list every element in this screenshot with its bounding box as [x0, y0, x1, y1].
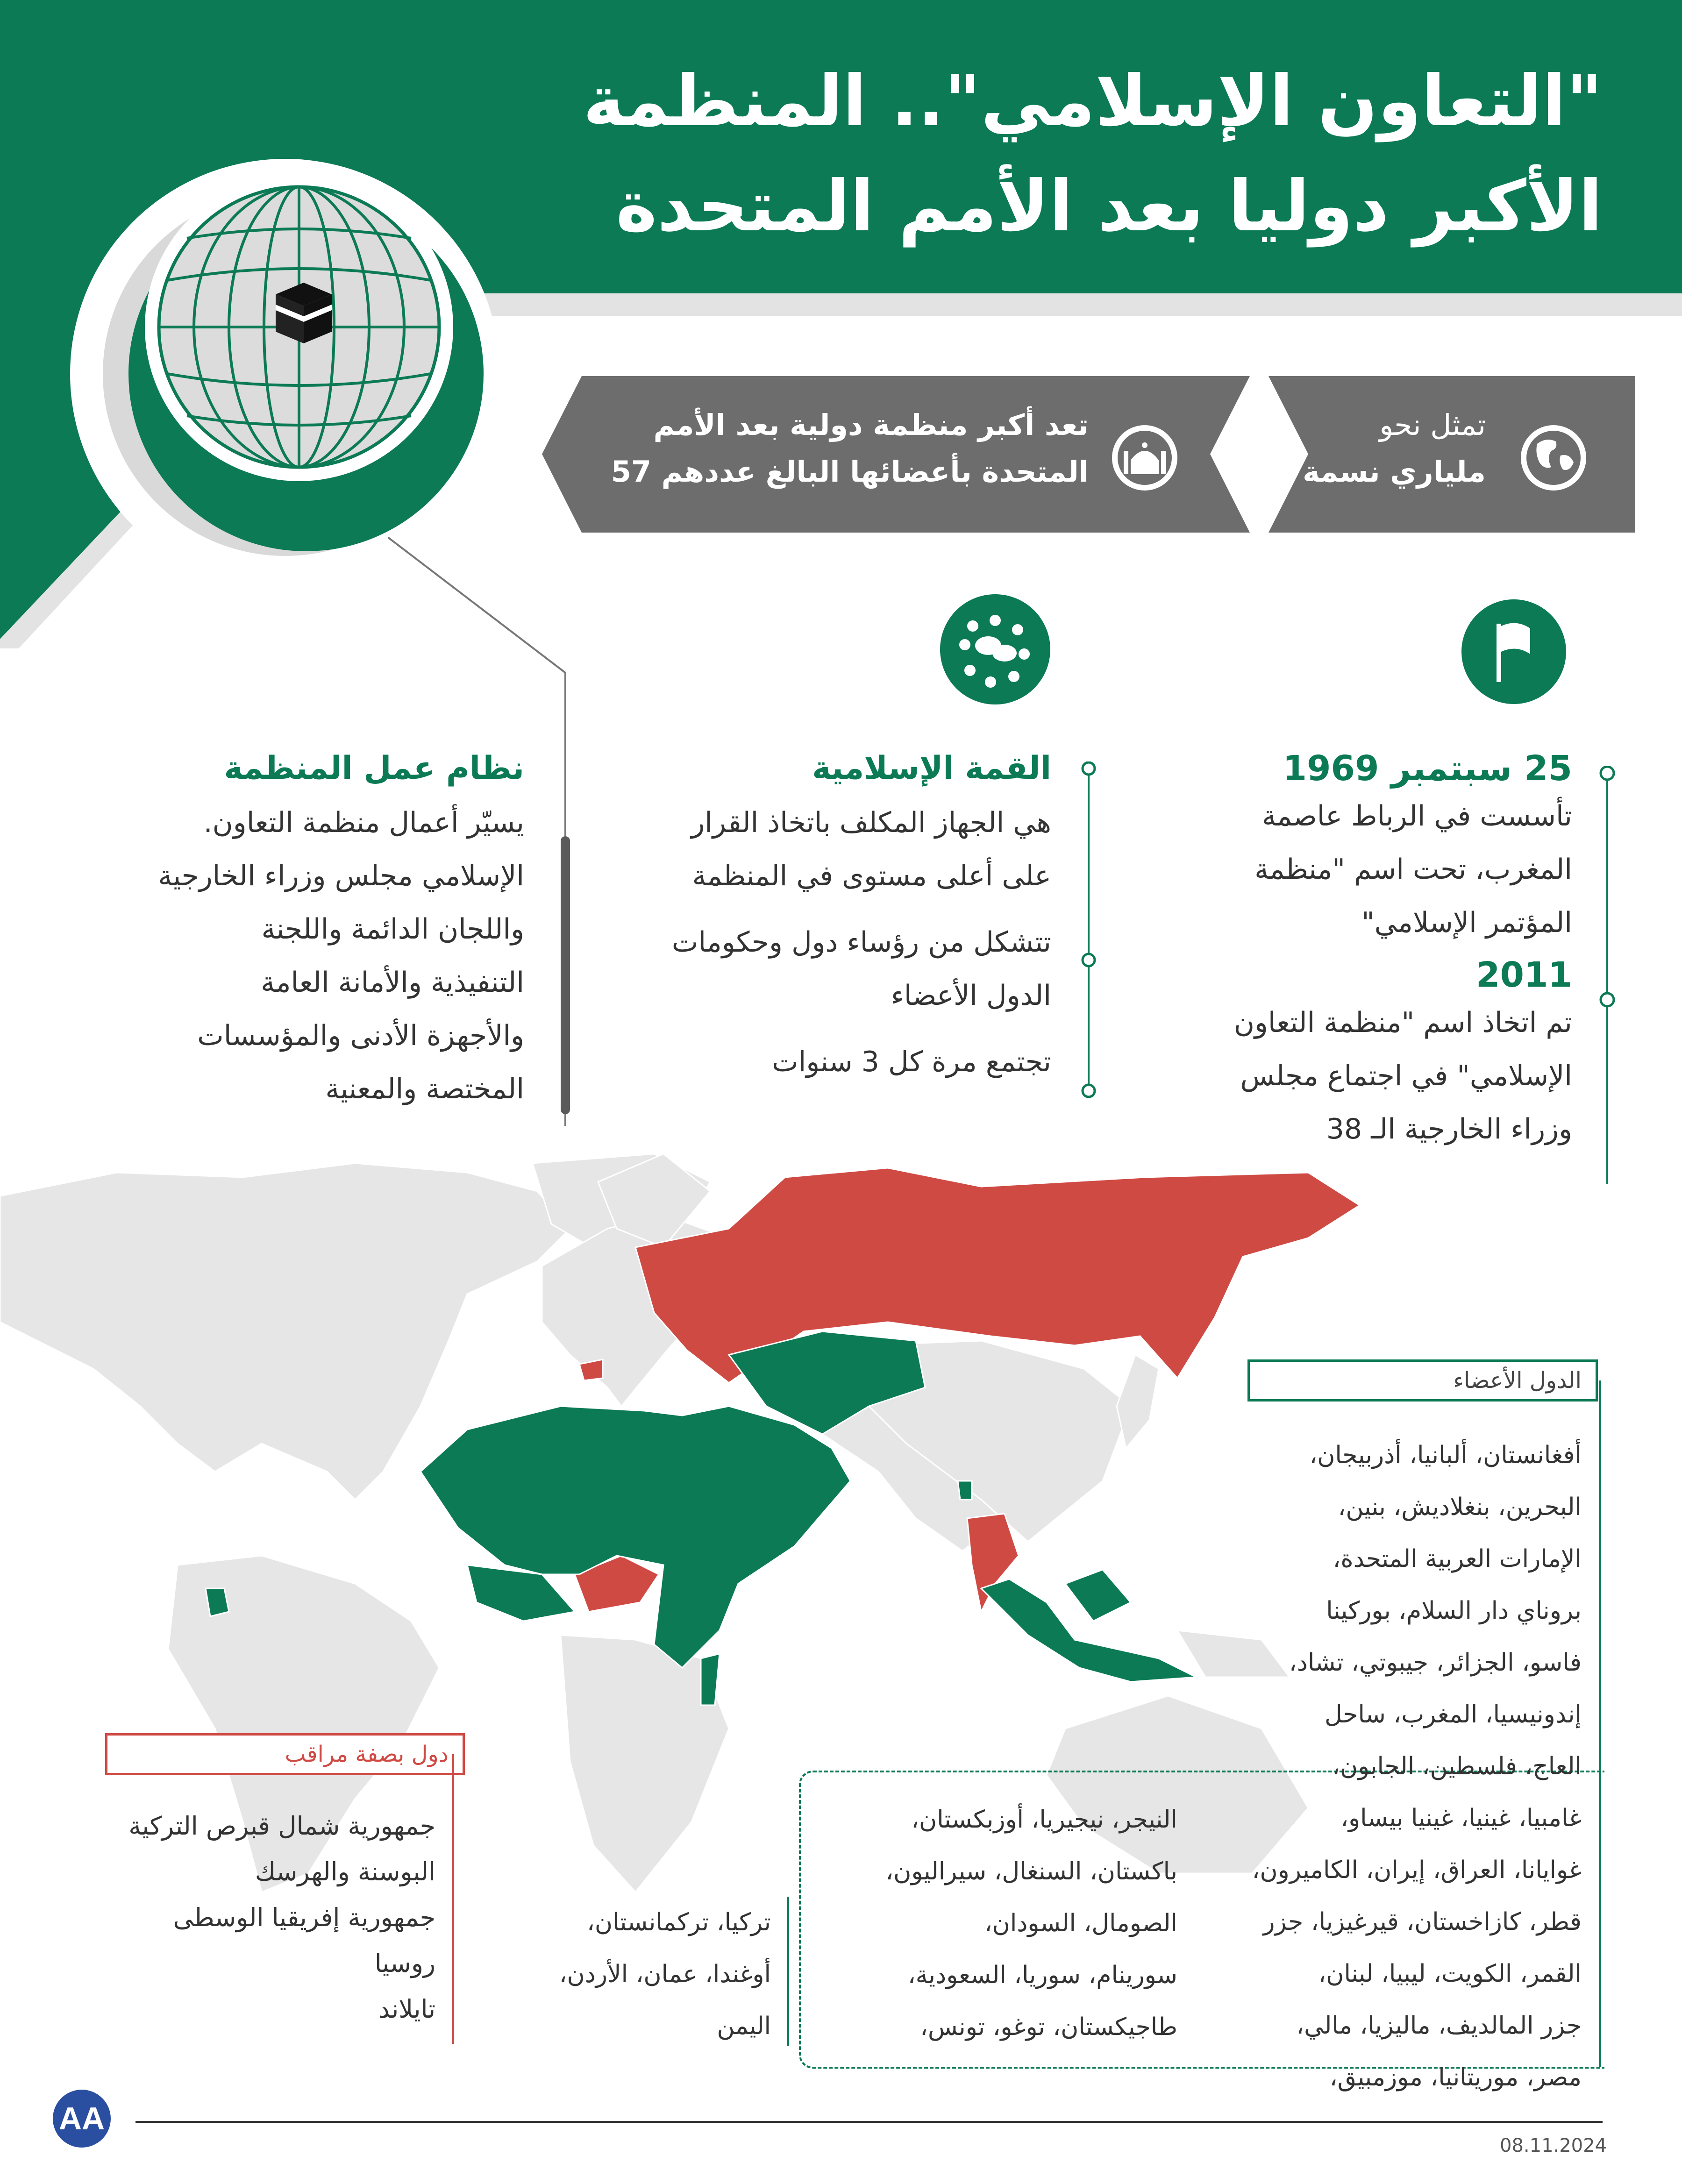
timeline-line-right — [1598, 766, 1617, 1187]
map-suriname — [206, 1588, 229, 1616]
founded-line-2: المغرب، تحت اسم "منظمة — [1254, 853, 1572, 886]
members-col-divider — [787, 1897, 789, 2046]
header-underline — [327, 293, 1682, 316]
founded-line-1: تأسست في الرباط عاصمة — [1262, 800, 1572, 832]
map-north-africa-mideast — [420, 1406, 850, 1668]
member-line: إندونيسيا، المغرب، ساحل — [1324, 1700, 1582, 1729]
member-line: أوغندا، عمان، الأردن، — [559, 1960, 771, 1988]
observers-bracket — [452, 1754, 454, 2044]
flag-icon — [1460, 598, 1568, 705]
footer-date: 08.11.2024 — [1500, 2135, 1607, 2156]
members-col-2 — [850, 1794, 1177, 2053]
system-line-4: التنفيذية والأمانة العامة — [261, 966, 524, 999]
banner-ranking-line2: المتحدة بأعضائها البالغ عددهم 57 — [611, 455, 1089, 489]
observer-item: روسيا — [374, 1949, 435, 1978]
member-line: فاسو، الجزائر، جيبوتي، تشاد، — [1289, 1649, 1582, 1677]
renamed-line-2: الإسلامي" في اجتماع مجلس — [1240, 1060, 1572, 1092]
member-line: أفغانستان، ألبانيا، أذربيجان، — [1309, 1441, 1582, 1469]
world-globe-icon — [1518, 423, 1589, 493]
aa-logo-text: AA — [58, 2101, 105, 2136]
history-block — [1105, 747, 1572, 1156]
page-title-line1: "التعاون الإسلامي".. المنظمة — [583, 61, 1603, 142]
renamed-line-1: تم اتخاذ اسم "منظمة التعاون — [1233, 1006, 1572, 1039]
member-line: سورينام، سوريا، السعودية، — [907, 1961, 1177, 1989]
system-line-6: المختصة والمعنية — [325, 1073, 524, 1105]
member-line: بروناي دار السلام، بوركينا — [1326, 1597, 1582, 1625]
banner-ranking — [575, 402, 1089, 495]
map-bangladesh — [958, 1481, 972, 1500]
aa-logo — [49, 2088, 114, 2149]
founded-date: 25 سبتمبر 1969 — [1283, 748, 1572, 789]
member-line: مصر، موريتانيا، موزمبيق، — [1329, 2063, 1582, 2092]
members-col-3 — [491, 1897, 771, 2052]
mosque-icon — [1110, 423, 1180, 493]
summit-frequency: تجتمع مرة كل 3 سنوات — [772, 1046, 1051, 1078]
system-line-1: يسيّر أعمال منظمة التعاون. — [203, 806, 524, 839]
member-line: قطر، كازاخستان، قيرغيزيا، جزر — [1263, 1908, 1582, 1936]
member-line: النيجر، نيجيريا، أوزبكستان، — [911, 1806, 1177, 1834]
member-line: غوايانا، العراق، إيران، الكاميرون، — [1252, 1856, 1582, 1884]
system-line-5: والأجهزة الأدنى والمؤسسات — [197, 1019, 524, 1052]
member-line: جزر المالديف، ماليزيا، مالي، — [1296, 2012, 1582, 2040]
observers-list — [38, 1803, 435, 2032]
summit-block — [584, 747, 1051, 1088]
summit-title: القمة الإسلامية — [812, 750, 1051, 787]
timeline-line-middle — [1079, 761, 1098, 1103]
footer-rule — [135, 2121, 1603, 2123]
system-block — [104, 747, 524, 1116]
summit-members-line-2: الدول الأعضاء — [891, 979, 1051, 1012]
summit-members-line-1: تتشكل من رؤساء دول وحكومات — [671, 926, 1051, 959]
system-title: نظام عمل المنظمة — [224, 750, 524, 787]
members-label: الدول الأعضاء — [1247, 1359, 1598, 1401]
oic-logo — [70, 159, 500, 589]
renamed-line-3: وزراء الخارجية الـ 38 — [1326, 1113, 1572, 1145]
member-line: العاج، فلسطين، الجابون، — [1332, 1752, 1582, 1780]
summit-desc-line-1: هي الجهاز المكلف باتخاذ القرار — [691, 806, 1051, 839]
banner-population — [1205, 402, 1486, 495]
member-line: باكستان، السنغال، سيراليون، — [885, 1857, 1177, 1885]
banner-population-line1: تمثل نحو — [1379, 408, 1486, 442]
observer-item: تايلاند — [378, 1994, 435, 2024]
meeting-icon — [939, 593, 1051, 705]
page-title-line2: الأكبر دوليا بعد الأمم المتحدة — [616, 166, 1603, 247]
founded-line-3: المؤتمر الإسلامي" — [1361, 906, 1572, 939]
system-line-2: الإسلامي مجلس وزراء الخارجية — [158, 860, 524, 892]
observer-item: جمهورية شمال قبرص التركية — [128, 1811, 435, 1841]
banner-population-line2: ملياري نسمة — [1303, 455, 1486, 489]
page-title — [528, 49, 1603, 259]
member-line: غامبيا، غينيا، غينيا بيساو، — [1340, 1804, 1582, 1832]
renamed-year: 2011 — [1476, 955, 1572, 995]
member-line: تركيا، تركمانستان، — [587, 1908, 771, 1936]
map-malaysia — [1065, 1570, 1131, 1621]
banner-ranking-line1: تعد أكبر منظمة دولية بعد الأمم — [653, 408, 1089, 442]
member-line: القمر، الكويت، ليبيا، لبنان، — [1318, 1960, 1582, 1988]
members-col-1 — [1152, 1430, 1582, 2104]
summit-desc-line-2: على أعلى مستوى في المنظمة — [692, 860, 1051, 892]
member-line: الصومال، السودان، — [984, 1909, 1177, 1937]
system-line-3: واللجان الدائمة واللجنة — [261, 913, 524, 946]
kaaba-icon — [276, 283, 332, 343]
member-line: البحرين، بنغلاديش، بنين، — [1338, 1493, 1582, 1521]
member-line: طاجيكستان، توغو، تونس، — [920, 2013, 1177, 2041]
observers-label: دول بصفة مراقب — [105, 1733, 465, 1775]
member-line: الإمارات العربية المتحدة، — [1333, 1545, 1582, 1573]
member-line: اليمن — [717, 2012, 771, 2040]
observer-item: جمهورية إفريقيا الوسطى — [173, 1903, 435, 1932]
observer-item: البوسنة والهرسك — [255, 1857, 435, 1886]
system-accent-bar — [561, 836, 570, 1114]
